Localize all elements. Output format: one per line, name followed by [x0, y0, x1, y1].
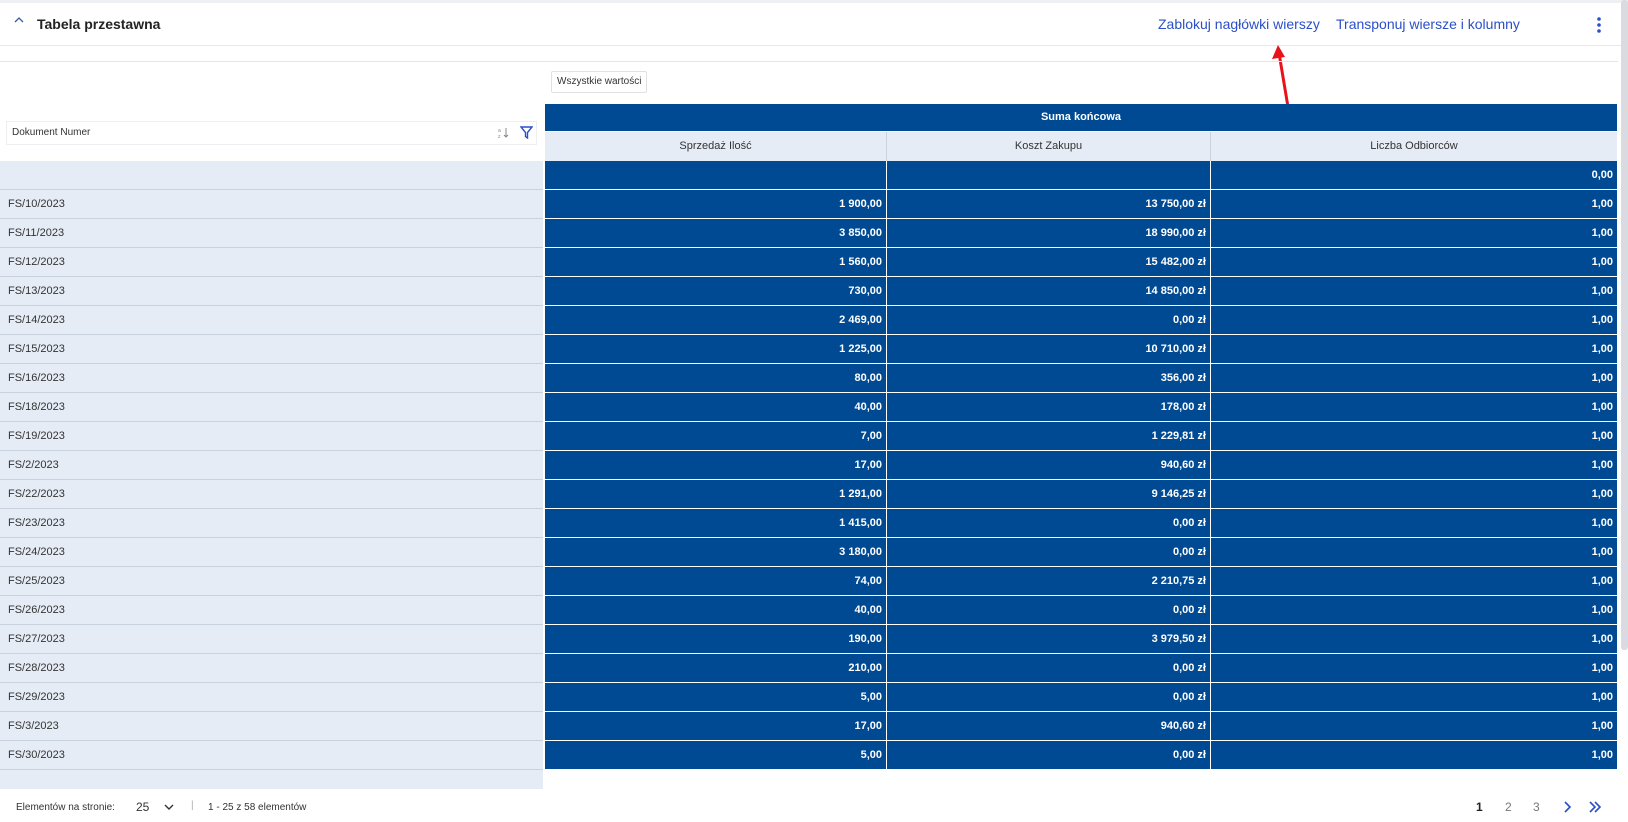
data-cell[interactable]: 730,00 [545, 277, 887, 306]
data-cell[interactable]: 17,00 [545, 712, 887, 741]
page-2[interactable]: 2 [1505, 800, 1512, 814]
data-cell[interactable]: 1,00 [1211, 306, 1618, 335]
svg-text:z: z [498, 134, 501, 139]
row-header[interactable]: FS/10/2023 [0, 190, 543, 219]
svg-text:a: a [498, 128, 501, 134]
row-header[interactable]: FS/24/2023 [0, 538, 543, 567]
row-field-document-number[interactable] [6, 121, 537, 145]
sort-icon[interactable] [498, 126, 510, 139]
page-title: Tabela przestawna [37, 16, 161, 32]
data-cell[interactable]: 1,00 [1211, 451, 1618, 480]
row-header[interactable] [0, 161, 543, 190]
column-header-purchase-cost[interactable]: Koszt Zakupu [887, 132, 1211, 161]
data-cell[interactable]: 1,00 [1211, 654, 1618, 683]
data-cell[interactable]: 0,00 zł [887, 683, 1211, 712]
chevron-up-icon[interactable] [12, 13, 26, 27]
row-headers [0, 161, 543, 770]
row-header[interactable]: FS/19/2023 [0, 422, 543, 451]
data-cell[interactable]: 0,00 zł [887, 654, 1211, 683]
all-values-field[interactable]: Wszystkie wartości [551, 71, 647, 93]
data-cell[interactable]: 1,00 [1211, 422, 1618, 451]
lock-row-headers-button[interactable]: Zablokuj nagłówki wierszy [1158, 16, 1320, 32]
data-cell[interactable]: 1,00 [1211, 480, 1618, 509]
data-cell[interactable]: 1 900,00 [545, 190, 887, 219]
data-cell[interactable]: 1,00 [1211, 393, 1618, 422]
next-page-icon[interactable] [1560, 800, 1574, 814]
vertical-scrollbar[interactable] [1621, 0, 1628, 650]
row-header[interactable]: FS/26/2023 [0, 596, 543, 625]
data-cell[interactable]: 18 990,00 zł [887, 219, 1211, 248]
data-cell[interactable]: 40,00 [545, 393, 887, 422]
data-cell[interactable]: 1,00 [1211, 538, 1618, 567]
data-cell[interactable]: 40,00 [545, 596, 887, 625]
row-header[interactable]: FS/13/2023 [0, 277, 543, 306]
data-cell[interactable]: 13 750,00 zł [887, 190, 1211, 219]
data-cell[interactable]: 0,00 zł [887, 538, 1211, 567]
row-field-label: Dokument Numer [12, 127, 91, 138]
row-header[interactable]: FS/14/2023 [0, 306, 543, 335]
column-header-sales-qty[interactable]: Sprzedaż Ilość [545, 132, 887, 161]
data-cell[interactable]: 0,00 zł [887, 509, 1211, 538]
data-cell[interactable]: 7,00 [545, 422, 887, 451]
row-header[interactable]: FS/27/2023 [0, 625, 543, 654]
data-cell[interactable]: 0,00 [1211, 161, 1618, 190]
data-cell[interactable]: 1,00 [1211, 741, 1618, 770]
data-cell[interactable]: 9 146,25 zł [887, 480, 1211, 509]
data-cell[interactable]: 2 210,75 zł [887, 567, 1211, 596]
data-cell[interactable]: 0,00 zł [887, 596, 1211, 625]
pagination-footer [0, 795, 1628, 822]
data-cell[interactable]: 190,00 [545, 625, 887, 654]
data-cell[interactable]: 940,60 zł [887, 712, 1211, 741]
grand-total-header: Suma końcowa [545, 104, 1617, 131]
data-cell[interactable]: 1 560,00 [545, 248, 887, 277]
data-cell[interactable] [545, 161, 887, 190]
data-cell[interactable]: 0,00 zł [887, 306, 1211, 335]
footer-separator: | [191, 800, 194, 811]
data-cell[interactable]: 1 291,00 [545, 480, 887, 509]
row-header[interactable]: FS/29/2023 [0, 683, 543, 712]
data-cell[interactable]: 1,00 [1211, 190, 1618, 219]
row-header[interactable]: FS/2/2023 [0, 451, 543, 480]
data-cell[interactable]: 1,00 [1211, 509, 1618, 538]
data-cell[interactable]: 80,00 [545, 364, 887, 393]
data-cell[interactable]: 210,00 [545, 654, 887, 683]
data-cell[interactable]: 5,00 [545, 741, 887, 770]
row-header[interactable]: FS/18/2023 [0, 393, 543, 422]
data-cell[interactable]: 17,00 [545, 451, 887, 480]
transpose-button[interactable]: Transponuj wiersze i kolumny [1336, 16, 1520, 32]
page-1[interactable]: 1 [1476, 800, 1483, 814]
row-header[interactable]: FS/28/2023 [0, 654, 543, 683]
row-header[interactable]: FS/3/2023 [0, 712, 543, 741]
data-cell[interactable]: 1,00 [1211, 248, 1618, 277]
row-header[interactable]: FS/15/2023 [0, 335, 543, 364]
data-cell[interactable]: 1,00 [1211, 625, 1618, 654]
data-cell[interactable]: 356,00 zł [887, 364, 1211, 393]
data-cell[interactable]: 3 850,00 [545, 219, 887, 248]
data-cell[interactable]: 1,00 [1211, 335, 1618, 364]
column-header-recipients[interactable]: Liczba Odbiorców [1211, 132, 1617, 161]
data-cell[interactable]: 14 850,00 zł [887, 277, 1211, 306]
data-cell[interactable]: 1,00 [1211, 277, 1618, 306]
panel-header [0, 3, 1628, 46]
last-page-icon[interactable] [1588, 800, 1602, 814]
filter-icon[interactable] [520, 126, 533, 139]
data-cell[interactable]: 940,60 zł [887, 451, 1211, 480]
row-header[interactable]: FS/30/2023 [0, 741, 543, 770]
per-page-select[interactable]: 25 [136, 800, 150, 814]
data-cell[interactable]: 1 225,00 [545, 335, 887, 364]
data-cell[interactable]: 1,00 [1211, 596, 1618, 625]
more-vertical-icon[interactable] [1592, 15, 1606, 35]
row-header[interactable]: FS/25/2023 [0, 567, 543, 596]
data-cell[interactable]: 10 710,00 zł [887, 335, 1211, 364]
chevron-down-icon[interactable] [163, 801, 175, 813]
row-header[interactable]: FS/16/2023 [0, 364, 543, 393]
data-cell[interactable]: 1,00 [1211, 683, 1618, 712]
data-cell[interactable]: 74,00 [545, 567, 887, 596]
row-header[interactable]: FS/12/2023 [0, 248, 543, 277]
data-cell[interactable]: 15 482,00 zł [887, 248, 1211, 277]
row-header[interactable]: FS/11/2023 [0, 219, 543, 248]
data-cell[interactable]: 0,00 zł [887, 741, 1211, 770]
data-cell[interactable]: 5,00 [545, 683, 887, 712]
per-page-label: Elementów na stronie: [16, 802, 115, 813]
data-cell[interactable]: 1,00 [1211, 219, 1618, 248]
data-cell[interactable] [887, 161, 1211, 190]
data-cell[interactable]: 3 979,50 zł [887, 625, 1211, 654]
data-cell[interactable]: 1,00 [1211, 567, 1618, 596]
page-3[interactable]: 3 [1533, 800, 1540, 814]
range-text: 1 - 25 z 58 elementów [208, 802, 307, 813]
data-cell[interactable]: 1 229,81 zł [887, 422, 1211, 451]
data-cell[interactable]: 178,00 zł [887, 393, 1211, 422]
data-cell[interactable]: 1 415,00 [545, 509, 887, 538]
data-cell[interactable]: 1,00 [1211, 364, 1618, 393]
data-cell[interactable]: 2 469,00 [545, 306, 887, 335]
row-header[interactable]: FS/22/2023 [0, 480, 543, 509]
data-cell[interactable]: 1,00 [1211, 712, 1618, 741]
data-cell[interactable]: 3 180,00 [545, 538, 887, 567]
row-header[interactable]: FS/23/2023 [0, 509, 543, 538]
